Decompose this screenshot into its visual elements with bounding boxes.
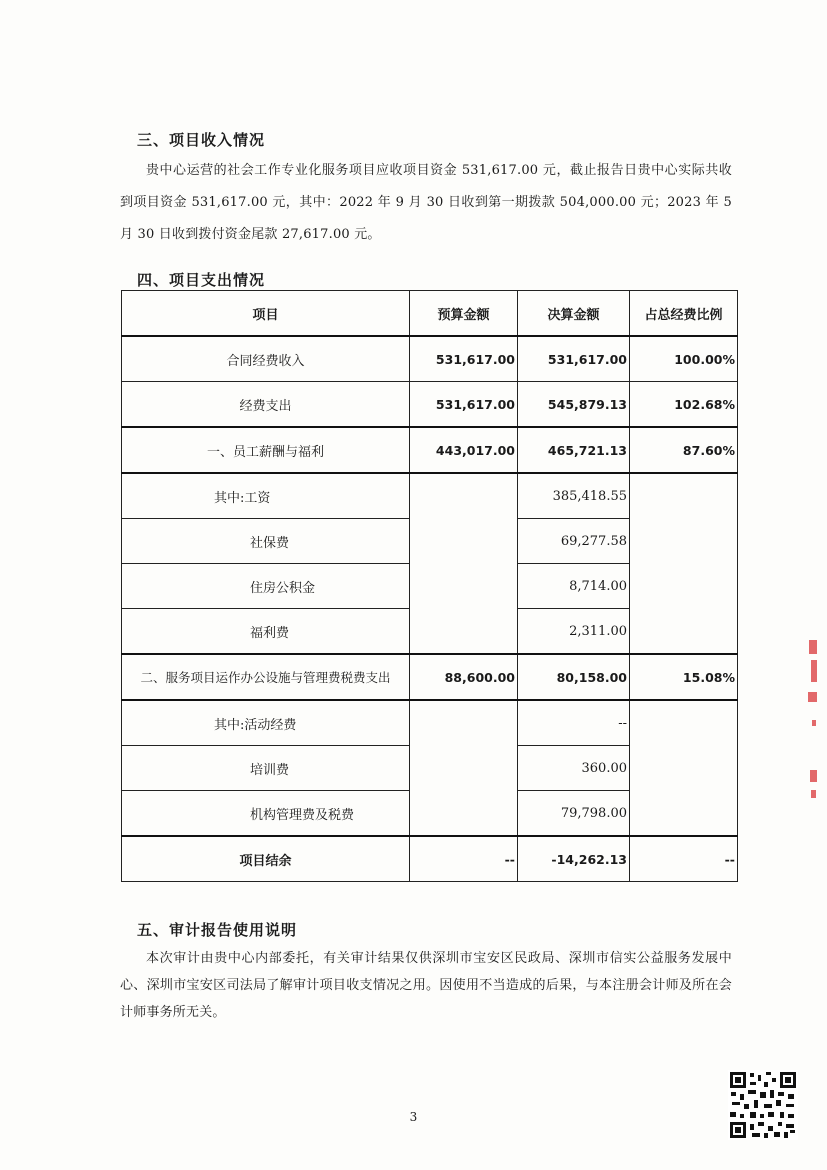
header-budget: 预算金额 xyxy=(410,291,518,337)
section-3-title: 三、项目收入情况 xyxy=(137,131,266,149)
row-item: 培训费 xyxy=(122,746,410,791)
budget-merged-cell xyxy=(410,700,518,836)
section-5-title: 五、审计报告使用说明 xyxy=(137,921,298,939)
row-actual: 2,311.00 xyxy=(518,609,630,655)
row-budget: -- xyxy=(410,836,518,882)
row-actual: 80,158.00 xyxy=(518,654,630,700)
row-actual: 531,617.00 xyxy=(518,336,630,382)
red-seal-edge xyxy=(805,620,823,820)
row-item: 其中:活动经费 xyxy=(122,700,410,746)
row-actual: 79,798.00 xyxy=(518,791,630,837)
row-item: 其中:工资 xyxy=(122,473,410,519)
row-actual: 69,277.58 xyxy=(518,519,630,564)
row-budget: 531,617.00 xyxy=(410,382,518,428)
budget-merged-cell xyxy=(410,473,518,654)
section-3-paragraph: 贵中心运营的社会工作专业化服务项目应收项目资金 531,617.00 元，截止报告日贵中心实际共收到项目资金 531,617.00 元，其中：2022 年 9 月 30 日收到第一期拨款 504,000.00 元；2023 年 5 月 30 日收到拨付资金尾款 27,617.00 元。 xyxy=(120,163,732,242)
row-ratio: 15.08% xyxy=(630,654,738,700)
row-item: 社保费 xyxy=(122,519,410,564)
row-item: 经费支出 xyxy=(122,382,410,428)
header-ratio: 占总经费比例 xyxy=(630,291,738,337)
row-actual: -- xyxy=(518,700,630,746)
row-budget: 88,600.00 xyxy=(410,654,518,700)
row-item: 福利费 xyxy=(122,609,410,655)
table-row xyxy=(122,836,738,882)
table-row xyxy=(122,382,738,428)
section-5-paragraph: 本次审计由贵中心内部委托，有关审计结果仅供深圳市宝安区民政局、深圳市信实公益服务发展中心、深圳市宝安区司法局了解审计项目收支情况之用。因使用不当造成的后果，与本注册会计师及所在会计师事务所无关。 xyxy=(120,951,732,1020)
qr-code-icon xyxy=(728,1070,798,1140)
page-number: 3 xyxy=(409,1110,418,1124)
row-budget: 443,017.00 xyxy=(410,427,518,473)
row-item: 住房公积金 xyxy=(122,564,410,609)
ratio-merged-cell xyxy=(630,700,738,836)
row-actual: 360.00 xyxy=(518,746,630,791)
table-row xyxy=(122,336,738,382)
header-item: 项目 xyxy=(122,291,410,337)
row-item: 机构管理费及税费 xyxy=(122,791,410,837)
table-header-row xyxy=(122,291,738,337)
row-actual: 465,721.13 xyxy=(518,427,630,473)
ratio-merged-cell xyxy=(630,473,738,654)
row-ratio: 87.60% xyxy=(630,427,738,473)
table-row xyxy=(122,427,738,473)
row-actual: 545,879.13 xyxy=(518,382,630,428)
row-ratio: 100.00% xyxy=(630,336,738,382)
expenditure-table xyxy=(121,290,738,882)
table-row xyxy=(122,700,738,746)
row-actual: 385,418.55 xyxy=(518,473,630,519)
section-4-title: 四、项目支出情况 xyxy=(137,271,266,289)
row-actual: 8,714.00 xyxy=(518,564,630,609)
row-ratio: 102.68% xyxy=(630,382,738,428)
row-item: 二、服务项目运作办公设施与管理费税费支出 xyxy=(122,654,410,700)
row-item: 项目结余 xyxy=(122,836,410,882)
row-budget: 531,617.00 xyxy=(410,336,518,382)
table-row xyxy=(122,654,738,700)
row-item: 合同经费收入 xyxy=(122,336,410,382)
row-item: 一、员工薪酬与福利 xyxy=(122,427,410,473)
table-row xyxy=(122,473,738,519)
row-actual: -14,262.13 xyxy=(518,836,630,882)
header-actual: 决算金额 xyxy=(518,291,630,337)
row-ratio: -- xyxy=(630,836,738,882)
